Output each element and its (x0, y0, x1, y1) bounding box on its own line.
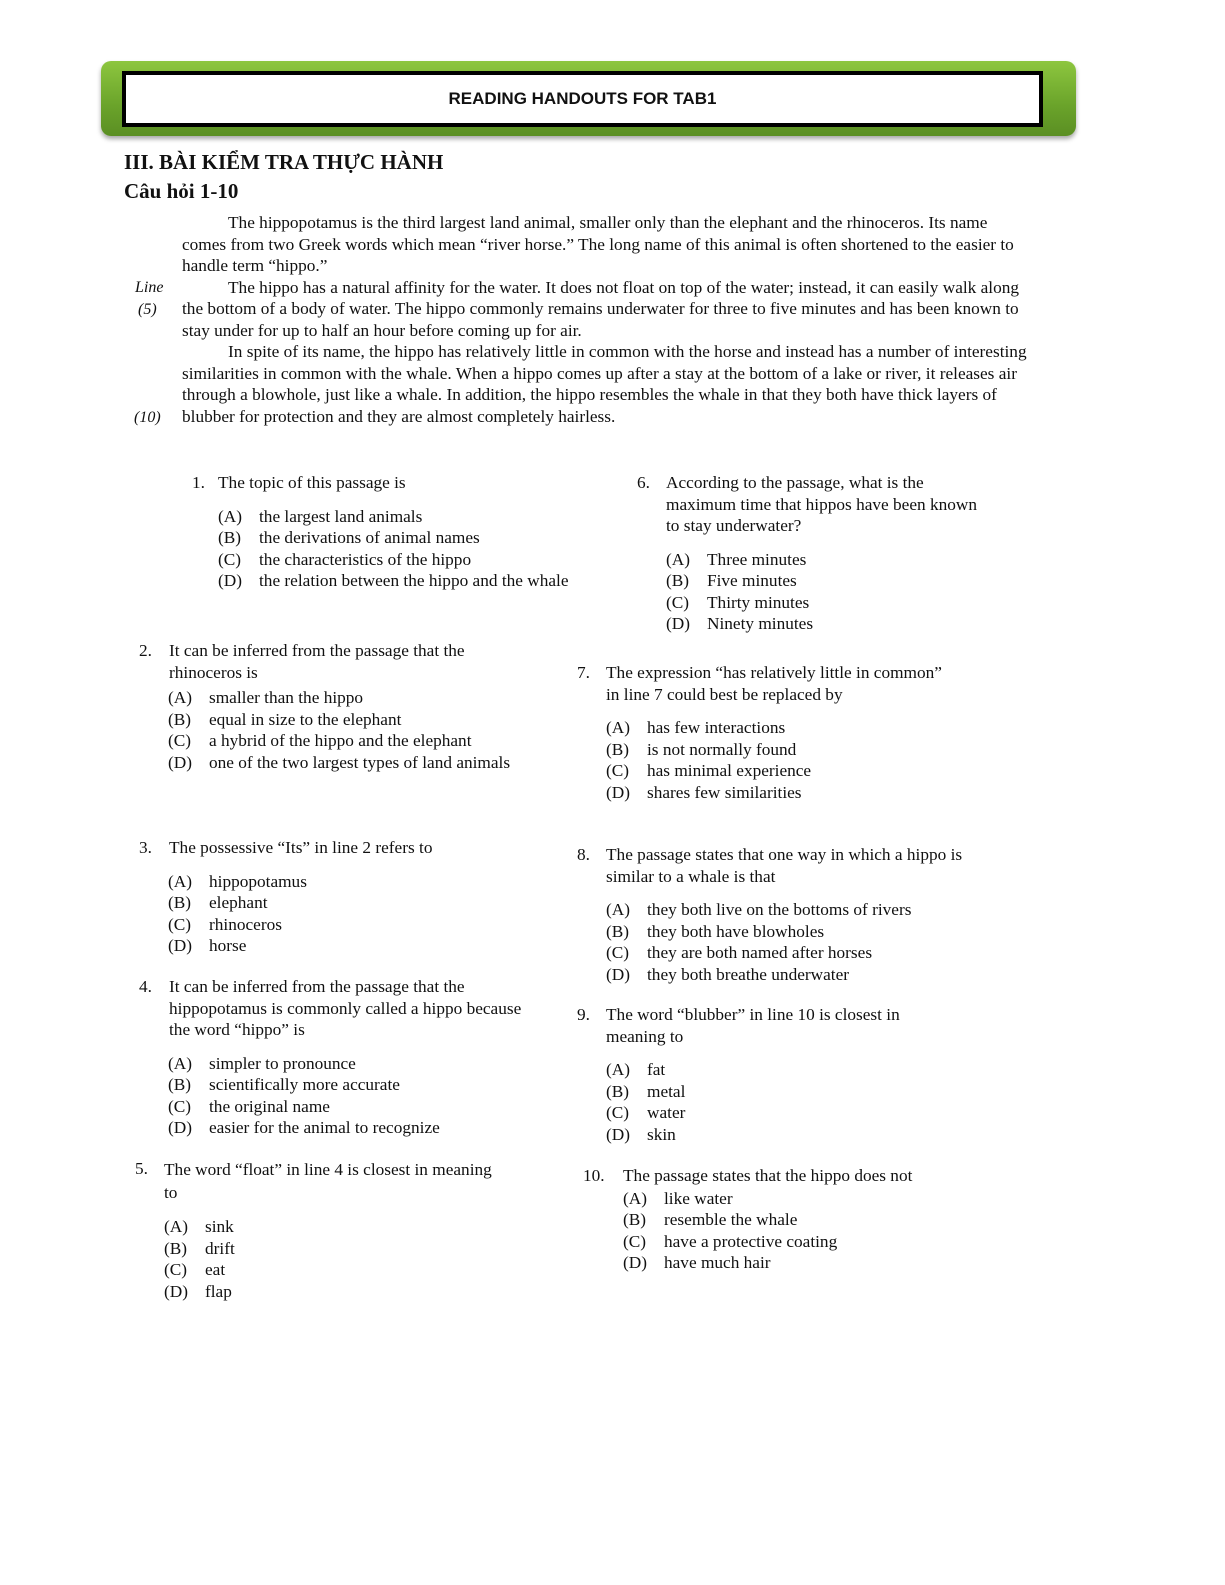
answer-option[interactable]: (D) have much hair (623, 1253, 771, 1272)
question-stem: The passage states that one way in which a hippo is similar to a whale is that (606, 845, 963, 886)
answer-option[interactable]: (C) they are both named after horses (606, 943, 873, 962)
answer-option[interactable]: (B) is not normally found (606, 739, 797, 759)
answer-option[interactable]: (D) the relation between the hippo and the whale (218, 571, 569, 590)
question-6 (637, 472, 997, 635)
question-number: 5. (135, 1159, 148, 1178)
question-2 (139, 640, 539, 773)
answer-option[interactable]: (C) rhinoceros (168, 914, 282, 934)
question-7 (577, 662, 957, 803)
header-banner (101, 61, 1076, 136)
answer-option[interactable]: (C) the original name (168, 1096, 330, 1116)
answer-option[interactable]: (D) shares few similarities (606, 782, 802, 802)
answer-option[interactable]: (A) they both live on the bottoms of rivers (606, 900, 912, 919)
passage-paragraph: The hippo has a natural affinity for the water. It does not float on top of the water; instead, it can easily walk along the bottom of a body of water. The hippo commonly remains underwater for three to five minutes and has been known to stay under for up to half an hour before coming up for air. (182, 277, 1020, 340)
section-subtitle: Câu hỏi 1-10 (124, 179, 239, 203)
answer-option[interactable]: (A) Three minutes (666, 549, 807, 569)
answer-option[interactable]: (B) the derivations of animal names (218, 528, 480, 547)
line-marker-label: Line (135, 279, 164, 296)
answer-option[interactable]: (C) the characteristics of the hippo (218, 549, 472, 569)
question-stem: It can be inferred from the passage that the rhinoceros is (169, 641, 465, 682)
answer-option[interactable]: (B) elephant (168, 893, 268, 912)
reading-passage (182, 212, 1027, 427)
passage-paragraph: The hippopotamus is the third largest land animal, smaller only than the elephant and the rhinoceros. Its name comes from two Greek words which mean “river horse.” The long name of this animal is often shortened to the easier to handle term “hippo.” (182, 213, 1014, 275)
answer-option[interactable]: (D) skin (606, 1124, 676, 1144)
answer-option[interactable]: (A) hippopotamus (168, 871, 307, 891)
question-stem: The word “float” in line 4 is closest in meaning to (164, 1160, 492, 1202)
question-stem: According to the passage, what is the maximum time that hippos have been known to stay underwater? (666, 473, 978, 535)
answer-option[interactable]: (A) the largest land animals (218, 506, 423, 526)
answer-option[interactable]: (D) horse (168, 936, 247, 955)
question-number: 6. (637, 473, 650, 492)
answer-option[interactable]: (C) eat (164, 1260, 226, 1279)
section-title: III. BÀI KIỂM TRA THỰC HÀNH (124, 150, 444, 174)
answer-option[interactable]: (C) Thirty minutes (666, 592, 810, 612)
question-3 (139, 837, 539, 957)
question-1 (192, 472, 572, 592)
question-10 (583, 1165, 1003, 1274)
answer-option[interactable]: (C) have a protective coating (623, 1231, 838, 1251)
question-number: 10. (583, 1166, 605, 1185)
question-stem: The word “blubber” in line 10 is closest in meaning to (606, 1005, 900, 1046)
question-stem: The topic of this passage is (218, 473, 406, 492)
answer-option[interactable]: (B) equal in size to the elephant (168, 709, 402, 729)
answer-option[interactable]: (B) resemble the whale (623, 1210, 798, 1229)
question-5 (135, 1158, 515, 1302)
answer-option[interactable]: (A) fat (606, 1060, 666, 1079)
line-marker-5: (5) (138, 301, 157, 318)
question-stem: The possessive “Its” in line 2 refers to (169, 838, 433, 857)
answer-option[interactable]: (D) one of the two largest types of land animals (168, 752, 511, 772)
answer-option[interactable]: (B) they both have blowholes (606, 921, 825, 941)
answer-option[interactable]: (B) Five minutes (666, 571, 797, 590)
answer-option[interactable]: (A) like water (623, 1188, 733, 1208)
question-number: 7. (577, 663, 590, 682)
passage-paragraph: In spite of its name, the hippo has relatively little in common with the horse and instead has a number of interesting similarities in common with the whale. When a hippo comes up after a stay at the bottom of a lake or river, it releases air through a blowhole, just like a whale. In addition, the hippo resembles the whale in that they both have thick layers of blubber for protection and they are almost completely hairless. (182, 342, 1027, 426)
answer-option[interactable]: (A) has few interactions (606, 718, 786, 737)
question-number: 1. (192, 473, 205, 492)
answer-option[interactable]: (D) Ninety minutes (666, 614, 814, 633)
question-stem: The expression “has relatively little in common” in line 7 could best be replaced by (606, 663, 942, 704)
answer-option[interactable]: (A) smaller than the hippo (168, 688, 364, 707)
answer-option[interactable]: (D) easier for the animal to recognize (168, 1118, 440, 1137)
question-8 (577, 844, 977, 985)
answer-option[interactable]: (C) has minimal experience (606, 761, 812, 780)
answer-option[interactable]: (D) flap (164, 1281, 232, 1301)
question-stem: The passage states that the hippo does not (623, 1166, 913, 1185)
question-number: 2. (139, 641, 152, 660)
question-number: 8. (577, 845, 590, 864)
header-title: READING HANDOUTS FOR TAB1 (122, 71, 1043, 127)
question-number: 4. (139, 977, 152, 996)
line-marker-10: (10) (134, 409, 161, 426)
answer-option[interactable]: (A) simpler to pronounce (168, 1053, 356, 1073)
answer-option[interactable]: (C) a hybrid of the hippo and the elephant (168, 731, 472, 750)
answer-option[interactable]: (B) metal (606, 1081, 686, 1101)
answer-option[interactable]: (A) sink (164, 1217, 234, 1236)
question-4 (139, 976, 539, 1139)
question-number: 9. (577, 1005, 590, 1024)
question-number: 3. (139, 838, 152, 857)
answer-option[interactable]: (C) water (606, 1103, 686, 1122)
question-stem: It can be inferred from the passage that the hippopotamus is commonly called a hippo because the word “hippo” is (169, 977, 522, 1039)
answer-option[interactable]: (D) they both breathe underwater (606, 964, 850, 984)
answer-option[interactable]: (B) scientifically more accurate (168, 1075, 400, 1094)
answer-option[interactable]: (B) drift (164, 1238, 235, 1258)
question-9 (577, 1004, 977, 1145)
